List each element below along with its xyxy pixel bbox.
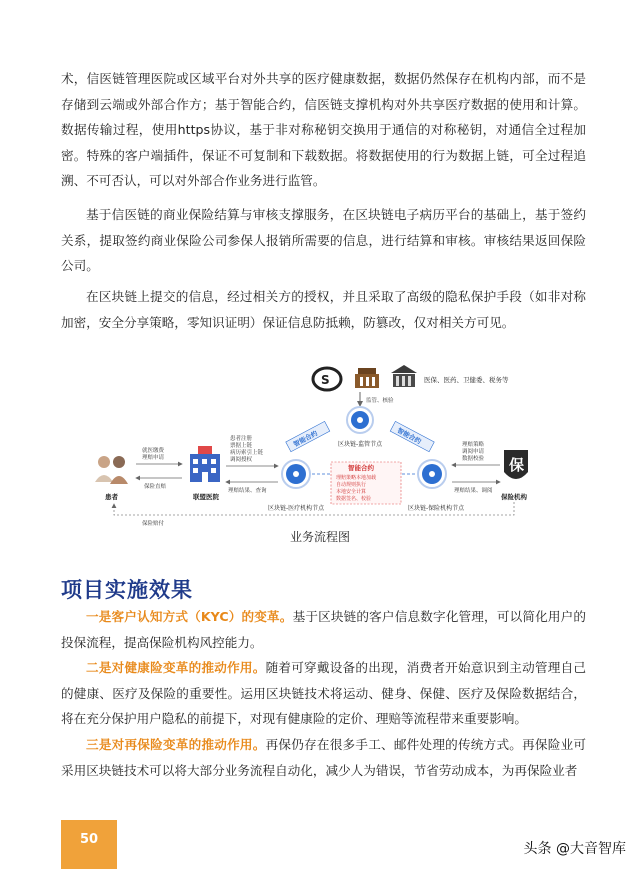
chain-hospital-label: 区块链-医疗机构节点 [268,505,325,512]
flow-claim-strategy: 理赔策略 [462,442,485,448]
section-body [61,604,586,783]
agencies-label: 医保、医药、卫健委、税务等 [424,376,509,384]
flow-data-verify: 数据校验 [462,456,485,462]
svg-text:S: S [321,373,330,387]
flow-compensation: 保险赔付 [142,521,165,527]
body-paragraph-2: 基于信医链的商业保险结算与审核支撑服务，在区块链电子病历平台的基础上，基于签约关系，提取签约商业保险公司参保人报销所需要的信息，进行结算和审核。审核结果返回保险公司。 [61,207,586,274]
flow-record-index: 病历索引上链 [230,450,264,456]
smart-contract-right-label: 智能合约 [395,426,423,446]
court-building-icon [391,365,417,387]
body-paragraph-3: 在区块链上提交的信息，经过相关方的授权，并且采取了高级的隐私保护手段（如非对称加密，安全分享策略，零知识证明）保证信息防抵赖，防篡改，仅对相关方可见。 [61,289,586,330]
effect-item-1-text: 基于区块链的客户信息数字化管理，可以简化用户的投保流程，提高保险机构风控能力。 [61,609,586,650]
flow-direct-pay: 保险直赔 [144,484,167,490]
flow-hospital-result: 理赔结果、查询 [228,488,267,494]
effect-item-1-highlight: 一是客户认知方式（KYC）的变革。 [86,609,293,624]
flow-claim-apply: 理赔申请 [142,455,165,461]
chain-insurer-label: 区块链-保险机构节点 [408,505,465,512]
flow-invoice-onchain: 票据上链 [230,443,253,449]
insurer-label: 保险机构 [501,493,527,501]
flow-patient-register: 患者注册 [230,436,253,442]
section-title: 项目实施效果 [61,578,193,602]
supervise-label: 监管、核验 [366,398,394,404]
effect-item-3-highlight: 三是对再保险变革的推动作用。 [86,736,266,752]
insurer-shield-glyph: 保 [509,456,525,474]
hospital-label: 联盟医院 [193,493,219,501]
social-security-logo [313,368,341,390]
chain-insurer-node [418,460,446,488]
body-paragraph-1: 术，信医链管理医院或区域平台对外共享的医疗健康数据，数据仍然保存在机构内部，而不是存储到云端或外部合作方；基于智能合约，信医链支撑机构对外共享医疗数据的使用和计算。数据传输过程，使用https协议，基于非对称秘钥交换用于通信的对称秘钥，对通信全过程加密。特殊的客户端插件，保证不可复制和下载数据。将数据使用的行为数据上链，可全过程追溯、不可否认，可以对外部合作业务进行监管。 [61,71,586,189]
effect-item-3-text: 再保仍存在很多手工、邮件处理的传统方式。再保险业可采用区块链技术可以将大部分业务流程自动化，减少人为错误，节省劳动成本，为再保险业者 [61,736,587,778]
effect-item-1 [61,604,586,655]
chain-regulator-label: 区块链-监管节点 [338,441,383,448]
contract-item-1: 理赔策略本地加载 [336,475,377,481]
flow-access-apply: 调阅申请 [462,449,485,455]
smart-contract-left-label: 智能合约 [292,429,319,449]
contract-item-2: 自动规则执行 [336,482,367,488]
effect-item-2-highlight: 二是对健康险变革的推动作用。 [86,660,266,676]
contract-item-4: 数据签名、校验 [336,496,372,502]
diagram-caption: 业务流程图 [289,530,350,544]
smart-contract-box-title: 智能合约 [348,464,374,472]
effect-item-2 [61,655,586,732]
contract-item-3: 本地安全计算 [336,489,367,495]
smart-contract-box [331,462,401,504]
insurer-shield-icon [504,450,528,479]
page-number: 50 [79,832,99,847]
chain-hospital-node [282,460,310,488]
flow-insurer-result: 理赔结果、调阅 [454,488,493,494]
flow-access-auth: 调阅授权 [230,457,253,463]
flow-visit-pay: 就医缴费 [142,448,165,454]
hospital-building-icon [190,446,220,482]
government-building-icon [355,368,379,388]
patient-label: 患者 [105,493,118,501]
patient-illustration [95,456,128,484]
effect-item-3 [61,732,586,783]
business-flow-diagram [90,362,542,530]
source-watermark: 头条 @大音智库 [523,841,626,857]
chain-regulator-node [347,407,373,433]
effect-item-2-text: 随着可穿戴设备的出现，消费者开始意识到主动管理自己的健康、医疗及保险的重要性。运用区块链技术将运动、健身、保健、医疗及保险数据结合，将在充分保护用户隐私的前提下，对现有健康险的定价、理赔等流程带来重要影响。 [61,660,587,727]
